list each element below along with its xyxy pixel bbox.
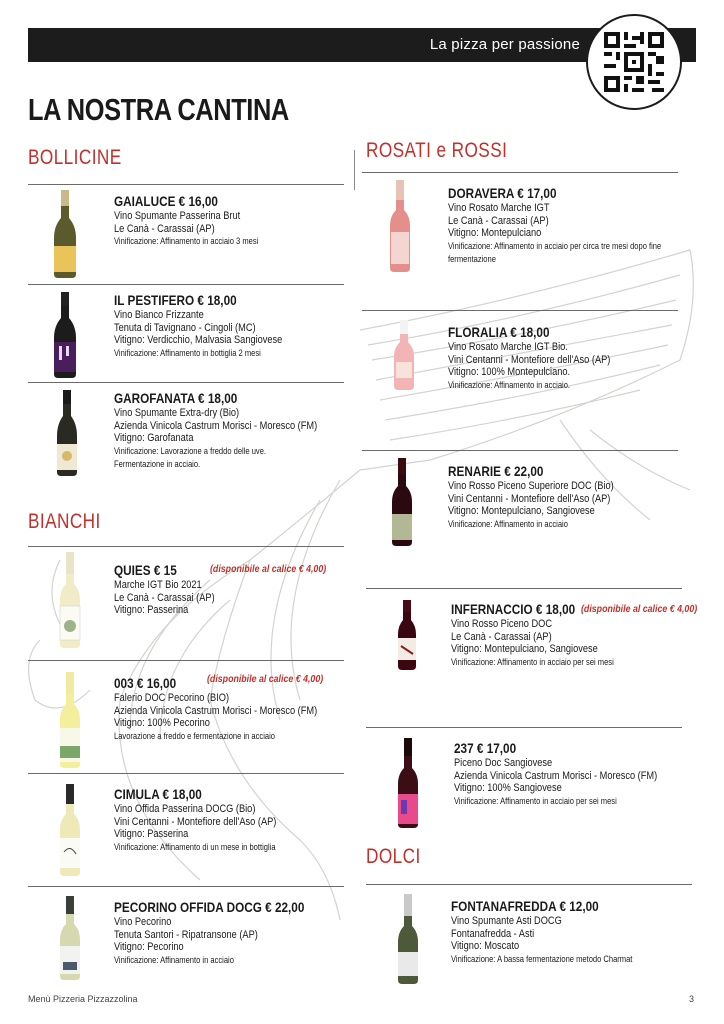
bottle-003-image	[58, 672, 82, 768]
wine-gaialuce	[114, 193, 364, 248]
calice-note-003: (disponibile al calice € 4,00)	[207, 673, 324, 685]
divider	[362, 310, 678, 311]
wine-vinification: Vinificazione: Affinamento in acciaio.	[448, 379, 571, 390]
wine-237	[454, 740, 704, 808]
wine-vinification: Vinificazione: Affinamento in acciaio per sei mesi	[451, 656, 614, 667]
wine-name: 003 € 16,00	[114, 675, 177, 691]
wine-grape: Vitigno: Montepulciano, Sangiovese	[448, 505, 595, 517]
bottle-pecorino-image	[58, 896, 82, 980]
wine-grape: Vitigno: Garofanata	[114, 432, 194, 444]
bottle-floralia-image	[392, 320, 416, 390]
wine-il-pestifero	[114, 292, 364, 360]
wine-name: DORAVERA € 17,00	[448, 185, 557, 201]
wine-type: Vino Spumante Passerina Brut	[114, 210, 241, 222]
wine-floralia	[448, 324, 698, 392]
wine-vinification: Vinificazione: Affinamento in bottiglia 2 mesi	[114, 347, 261, 358]
wine-producer: Azienda Vinicola Castrum Morisci - Moresco (FM)	[114, 419, 318, 432]
bottle-renarie-image	[390, 458, 414, 546]
wine-vinification: Vinificazione: Affinamento in acciaio per circa tre mesi dopo fine	[448, 240, 662, 251]
wine-name: GAIALUCE € 16,00	[114, 193, 218, 209]
wine-producer: Vini Centanni - Montefiore dell'Aso (AP)	[448, 353, 611, 366]
divider	[28, 284, 344, 285]
wine-producer: Tenuta Santori - Ripatransone (AP)	[114, 928, 258, 941]
wine-name: 237 € 17,00	[454, 740, 517, 756]
bottle-cimula-image	[58, 784, 82, 876]
bottle-infernaccio-image	[396, 600, 418, 670]
wine-name: RENARIE € 22,00	[448, 463, 544, 479]
wine-grape: Vitigno: Passerina	[114, 828, 189, 840]
wine-vinification: Vinificazione: Affinamento in acciaio	[448, 518, 568, 529]
bottle-quies-image	[58, 552, 82, 648]
wine-type: Vino Rosato Marche IGT	[448, 202, 550, 214]
wine-doravera	[448, 185, 698, 266]
wine-grape: Vitigno: Pecorino	[114, 941, 184, 953]
wine-vinification: Lavorazione a freddo e fermentazione in acciaio	[114, 730, 275, 741]
wine-producer: Fontanafredda - Asti	[451, 927, 535, 940]
calice-note-infernaccio: (disponibile al calice € 4,00)	[581, 603, 698, 615]
wine-type: Vino Spumante Asti DOCG	[451, 915, 562, 927]
wine-type: Piceno Doc Sangiovese	[454, 757, 553, 769]
wine-name: FLORALIA € 18,00	[448, 324, 550, 340]
wine-type: Vino Bianco Frizzante	[114, 309, 204, 321]
wine-fontanafredda	[451, 898, 701, 966]
section-bianchi: BIANCHI	[28, 510, 101, 533]
wine-vinification: Vinificazione: A bassa fermentazione metodo Charmat	[451, 953, 633, 964]
wine-name: IL PESTIFERO € 18,00	[114, 292, 237, 308]
bottle-garofanata-image	[55, 390, 79, 476]
bottle-gaialuce-image	[52, 190, 78, 278]
divider	[28, 184, 344, 185]
wine-grape: Vitigno: Moscato	[451, 940, 520, 952]
section-dolci: DOLCI	[366, 845, 421, 868]
wine-vinification-2: fermentazione	[448, 253, 496, 264]
wine-grape: Vitigno: Montepulciano	[448, 227, 542, 239]
wine-name: INFERNACCIO € 18,00	[451, 601, 576, 617]
wine-producer: Vini Centanni - Montefiore dell'Aso (AP)	[114, 815, 277, 828]
wine-type: Vino Rosso Piceno Superiore DOC (Bio)	[448, 480, 614, 492]
wine-type: Marche IGT Bio 2021	[114, 579, 202, 591]
wine-type: Vino Offida Passerina DOCG (Bio)	[114, 803, 256, 815]
section-bollicine: BOLLICINE	[28, 146, 122, 169]
wine-003	[114, 675, 364, 743]
divider	[362, 172, 678, 173]
page-title: LA NOSTRA CANTINA	[28, 92, 289, 127]
wine-type: Vino Pecorino	[114, 916, 172, 928]
wine-cimula	[114, 786, 364, 854]
wine-vinification: Vinificazione: Affinamento in acciaio	[114, 954, 234, 965]
bottle-fontanafredda-image	[396, 894, 420, 984]
qr-code-icon	[604, 32, 664, 92]
wine-producer: Le Canà - Carassai (AP)	[114, 591, 215, 604]
wine-vinification: Vinificazione: Lavorazione a freddo delle uve.	[114, 445, 267, 456]
wine-name: GAROFANATA € 18,00	[114, 390, 238, 406]
wine-producer: Le Canà - Carassai (AP)	[114, 222, 215, 235]
divider	[28, 660, 344, 661]
bottle-il-pestifero-image	[52, 292, 78, 378]
footer-text: Menù Pizzeria Pizzazzolina	[28, 994, 138, 1004]
wine-garofanata	[114, 390, 364, 471]
wine-producer: Vini Centanni - Montefiore dell'Aso (AP)	[448, 492, 611, 505]
wine-producer: Le Canà - Carassai (AP)	[451, 630, 552, 643]
wine-name: PECORINO OFFIDA DOCG € 22,00	[114, 899, 305, 915]
wine-producer: Azienda Vinicola Castrum Morisci - Moresco (FM)	[114, 704, 318, 717]
wine-vinification: Vinificazione: Affinamento in acciaio 3 mesi	[114, 236, 259, 246]
wine-type: Vino Rosso Piceno DOC	[451, 618, 553, 630]
wine-producer: Le Canà - Carassai (AP)	[448, 214, 549, 227]
wine-pecorino-offida	[114, 899, 364, 967]
divider	[28, 773, 344, 774]
wine-type: Falerio DOC Pecorino (BIO)	[114, 692, 230, 704]
wine-type: Vino Spumante Extra-dry (Bio)	[114, 407, 240, 419]
tagline: La pizza per passione	[429, 36, 580, 53]
wine-name: CIMULA € 18,00	[114, 786, 202, 802]
divider	[362, 450, 678, 451]
wine-vinification-2: Fermentazione in acciaio.	[114, 458, 201, 469]
qr-code[interactable]	[586, 14, 682, 110]
divider	[28, 886, 344, 887]
wine-name: FONTANAFREDDA € 12,00	[451, 898, 599, 914]
divider	[28, 382, 344, 383]
wine-grape: Vitigno: Passerina	[114, 604, 189, 616]
wine-grape: Vitigno: 100% Pecorino	[114, 717, 210, 729]
divider	[28, 546, 344, 547]
calice-note-quies: (disponibile al calice € 4,00)	[210, 563, 327, 575]
page-number: 3	[688, 994, 694, 1004]
divider	[366, 884, 692, 885]
divider	[366, 588, 682, 589]
wine-type: Vino Rosato Marche IGT Bio.	[448, 341, 568, 353]
wine-grape: Vitigno: Montepulciano, Sangiovese	[451, 643, 598, 655]
wine-name: QUIES € 15	[114, 562, 177, 578]
bottle-doravera-image	[388, 180, 412, 272]
wine-producer: Azienda Vinicola Castrum Morisci - Moresco (FM)	[454, 769, 658, 782]
wine-grape: Vitigno: 100% Sangiovese	[454, 782, 562, 794]
bottle-237-image	[396, 738, 420, 828]
wine-grape: Vitigno: 100% Montepulciano.	[448, 366, 571, 378]
wine-producer: Tenuta di Tavignano - Cingoli (MC)	[114, 321, 256, 334]
wine-renarie	[448, 463, 698, 531]
wine-vinification: Vinificazione: Affinamento di un mese in bottiglia	[114, 841, 276, 852]
column-divider	[354, 150, 355, 190]
wine-grape: Vitigno: Verdicchio, Malvasia Sangiovese	[114, 334, 283, 346]
divider	[366, 727, 682, 728]
wine-vinification: Vinificazione: Affinamento in acciaio per sei mesi	[454, 795, 617, 806]
section-rosati-rossi: ROSATI e ROSSI	[366, 139, 508, 162]
